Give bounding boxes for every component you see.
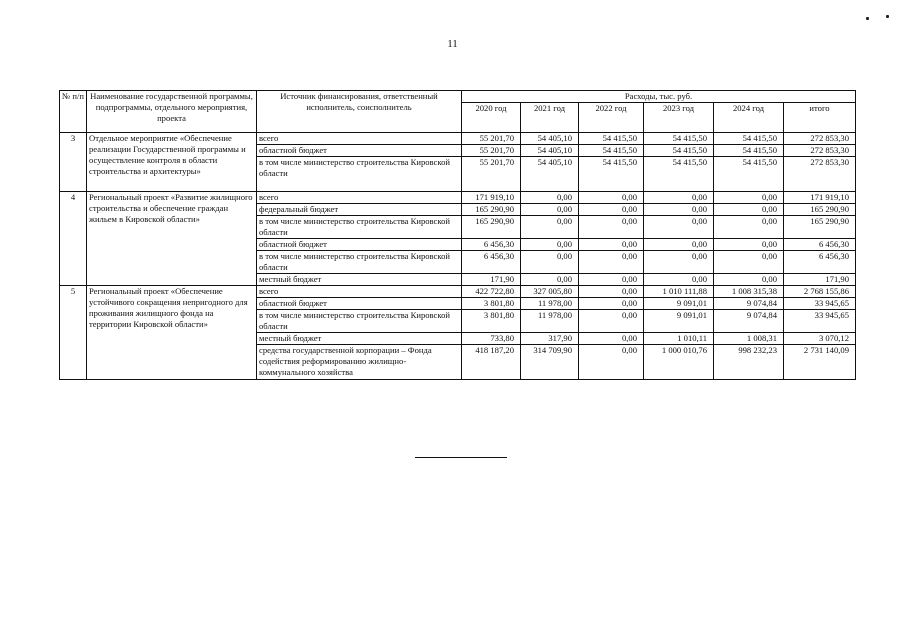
cell-value: 0,00 [714,216,784,239]
cell-value: 0,00 [644,216,714,239]
header-year: 2020 год [462,103,521,133]
cell-value: 2 768 155,86 [784,286,856,298]
cell-value: 0,00 [521,204,579,216]
row-source: местный бюджет [257,333,462,345]
row-number: 5 [60,286,87,380]
row-source: в том числе министерство строительства Кировской области [257,310,462,333]
cell-value: 54 415,50 [644,145,714,157]
cell-value: 54 405,10 [521,157,579,192]
header-year: 2021 год [521,103,579,133]
cell-value: 1 008,31 [714,333,784,345]
cell-value: 998 232,23 [714,345,784,380]
cell-value: 1 010 111,88 [644,286,714,298]
cell-value: 54 415,50 [579,145,644,157]
table-row [60,192,856,204]
row-source: всего [257,286,462,298]
row-source: областной бюджет [257,145,462,157]
cell-value: 11 978,00 [521,298,579,310]
cell-value: 0,00 [521,239,579,251]
cell-value: 3 070,12 [784,333,856,345]
cell-value: 171,90 [462,274,521,286]
header-year: 2024 год [714,103,784,133]
row-source: областной бюджет [257,239,462,251]
cell-value: 165 290,90 [462,216,521,239]
cell-value: 272 853,30 [784,145,856,157]
cell-value: 314 709,90 [521,345,579,380]
row-source: местный бюджет [257,274,462,286]
row-source: в том числе министерство строительства Кировской области [257,157,462,192]
row-source: всего [257,192,462,204]
cell-value: 0,00 [644,204,714,216]
cell-value: 733,80 [462,333,521,345]
cell-value: 0,00 [579,298,644,310]
cell-value: 33 945,65 [784,298,856,310]
cell-value: 0,00 [579,310,644,333]
cell-value: 33 945,65 [784,310,856,333]
row-name: Региональный проект «Развитие жилищного строительства и обеспечение граждан жильем в Кировской области» [87,192,257,286]
header-expenses: Расходы, тыс. руб. [462,91,856,103]
cell-value: 9 074,84 [714,298,784,310]
cell-value: 418 187,20 [462,345,521,380]
cell-value: 422 722,80 [462,286,521,298]
row-number: 4 [60,192,87,286]
cell-value: 0,00 [714,192,784,204]
scan-mark [866,17,869,20]
cell-value: 171,90 [784,274,856,286]
cell-value: 0,00 [579,345,644,380]
header-year: 2022 год [579,103,644,133]
cell-value: 9 074,84 [714,310,784,333]
cell-value: 0,00 [644,274,714,286]
row-name: Региональный проект «Обеспечение устойчивого сокращения непригодного для проживания жилищного фонда на территории Кировской области» [87,286,257,380]
cell-value: 0,00 [579,204,644,216]
end-rule [415,457,507,458]
cell-value: 0,00 [579,274,644,286]
cell-value: 2 731 140,09 [784,345,856,380]
cell-value: 0,00 [579,216,644,239]
row-source: всего [257,133,462,145]
cell-value: 0,00 [579,251,644,274]
cell-value: 54 415,50 [644,133,714,145]
header-source: Источник финансирования, ответственный исполнитель, соисполнитель [257,91,462,133]
row-source: федеральный бюджет [257,204,462,216]
row-number: 3 [60,133,87,192]
cell-value: 9 091,01 [644,298,714,310]
cell-value: 272 853,30 [784,157,856,192]
cell-value: 6 456,30 [784,239,856,251]
cell-value: 0,00 [714,251,784,274]
cell-value: 55 201,70 [462,133,521,145]
cell-value: 0,00 [644,251,714,274]
cell-value: 3 801,80 [462,310,521,333]
cell-value: 1 000 010,76 [644,345,714,380]
cell-value: 54 415,50 [644,157,714,192]
header-total: итого [784,103,856,133]
cell-value: 0,00 [521,274,579,286]
row-name: Отдельное мероприятие «Обеспечение реализации Государственной программы и осуществление контроля в области строительства и архитектуры» [87,133,257,192]
cell-value: 0,00 [579,333,644,345]
cell-value: 0,00 [714,239,784,251]
budget-table [59,90,856,380]
header-no: № п/п [60,91,87,133]
cell-value: 54 415,50 [579,133,644,145]
cell-value: 3 801,80 [462,298,521,310]
cell-value: 55 201,70 [462,145,521,157]
scan-mark [886,15,889,18]
cell-value: 54 415,50 [714,157,784,192]
cell-value: 6 456,30 [784,251,856,274]
cell-value: 165 290,90 [784,216,856,239]
table-row [60,286,856,298]
cell-value: 272 853,30 [784,133,856,145]
row-source: в том числе министерство строительства Кировской области [257,251,462,274]
cell-value: 11 978,00 [521,310,579,333]
cell-value: 9 091,01 [644,310,714,333]
header-year: 2023 год [644,103,714,133]
cell-value: 55 201,70 [462,157,521,192]
cell-value: 0,00 [521,251,579,274]
cell-value: 1 008 315,38 [714,286,784,298]
cell-value: 6 456,30 [462,251,521,274]
cell-value: 54 415,50 [714,133,784,145]
header-name: Наименование государственной программы, подпрограммы, отдельного мероприятия, проекта [87,91,257,133]
cell-value: 0,00 [579,192,644,204]
cell-value: 54 415,50 [579,157,644,192]
table-row [60,133,856,145]
cell-value: 171 919,10 [462,192,521,204]
cell-value: 0,00 [521,192,579,204]
row-source: средства государственной корпорации – Фонда содействия реформированию жилищно-коммунального хозяйства [257,345,462,380]
cell-value: 0,00 [714,274,784,286]
row-source: областной бюджет [257,298,462,310]
cell-value: 0,00 [579,286,644,298]
cell-value: 0,00 [644,239,714,251]
cell-value: 0,00 [714,204,784,216]
cell-value: 6 456,30 [462,239,521,251]
cell-value: 0,00 [579,239,644,251]
cell-value: 327 005,80 [521,286,579,298]
cell-value: 165 290,90 [784,204,856,216]
cell-value: 0,00 [521,216,579,239]
cell-value: 165 290,90 [462,204,521,216]
row-source: в том числе министерство строительства Кировской области [257,216,462,239]
cell-value: 54 405,10 [521,133,579,145]
cell-value: 54 415,50 [714,145,784,157]
page-number: 11 [447,38,458,50]
cell-value: 317,90 [521,333,579,345]
cell-value: 171 919,10 [784,192,856,204]
cell-value: 0,00 [644,192,714,204]
cell-value: 54 405,10 [521,145,579,157]
cell-value: 1 010,11 [644,333,714,345]
